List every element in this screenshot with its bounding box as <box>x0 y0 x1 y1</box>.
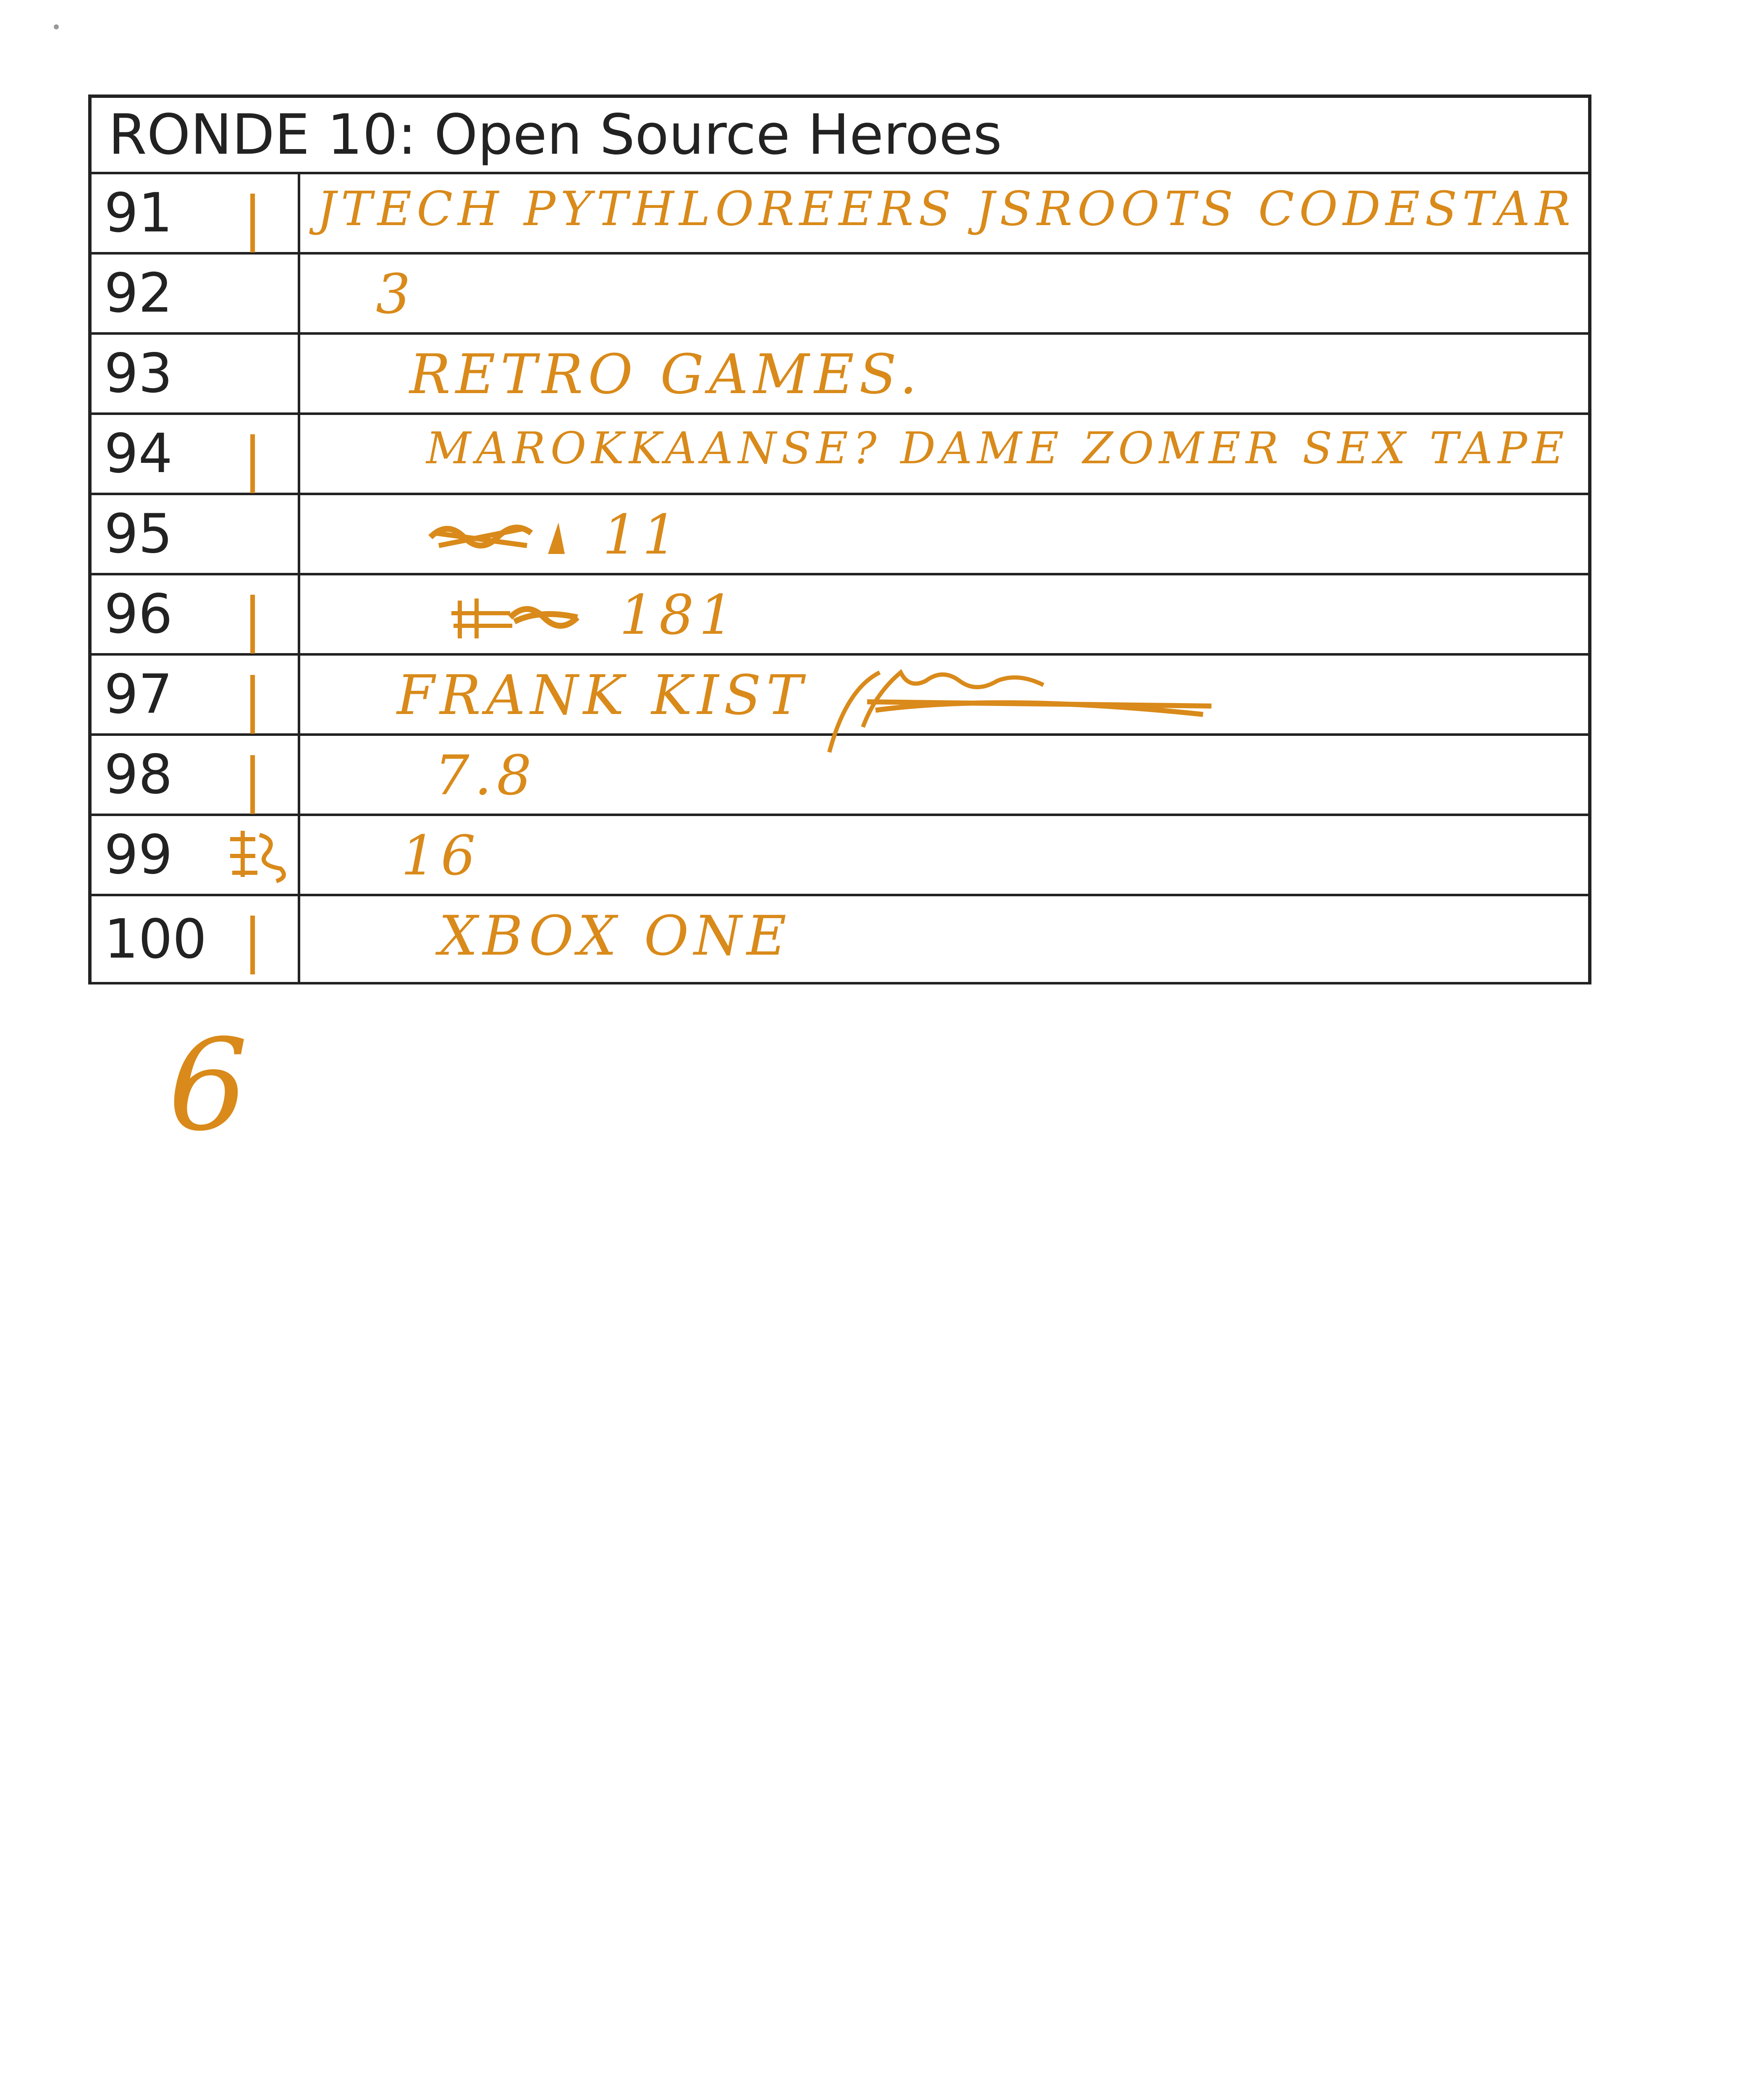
crossed-out-scribble <box>451 592 586 643</box>
answer-cell <box>300 495 1588 573</box>
question-row <box>88 335 1591 415</box>
question-number-cell <box>92 495 300 573</box>
handwritten-answer: RETRO GAMES. <box>409 342 922 406</box>
answer-cell <box>300 174 1588 252</box>
question-number: 98 <box>104 743 173 806</box>
answer-cell <box>300 335 1588 412</box>
handwritten-answer: 7.8 <box>435 743 537 807</box>
paper-speck <box>52 23 60 31</box>
handwritten-answer: XBOX ONE <box>439 904 792 968</box>
question-number: 93 <box>104 342 173 405</box>
answer-cell <box>300 255 1588 332</box>
question-number: 97 <box>104 663 173 726</box>
score-mark: | <box>243 906 263 975</box>
question-number-cell <box>92 816 300 894</box>
handwritten-answer: 11 <box>603 503 682 567</box>
question-row <box>88 736 1591 816</box>
score-mark: | <box>243 184 263 253</box>
answer-cell <box>300 575 1588 653</box>
score-mark: | <box>243 585 263 654</box>
answer-cell <box>300 816 1588 894</box>
score-mark: | <box>243 746 263 814</box>
question-row <box>88 415 1591 495</box>
question-number: 92 <box>104 262 173 325</box>
answer-cell <box>300 656 1588 733</box>
round-total-score: 6 <box>168 1012 248 1159</box>
question-number-cell <box>92 896 300 982</box>
question-number: 94 <box>104 423 173 485</box>
answer-cell <box>300 896 1588 982</box>
question-row <box>88 255 1591 335</box>
question-row <box>88 896 1591 984</box>
question-row <box>88 575 1591 656</box>
question-number-cell <box>92 335 300 412</box>
question-row <box>88 656 1591 736</box>
crossed-out-scribble <box>426 512 577 562</box>
question-number-cell <box>92 255 300 332</box>
question-number: 96 <box>104 583 173 646</box>
question-number-cell <box>92 736 300 814</box>
score-mark: | <box>243 425 263 494</box>
handwritten-answer: 181 <box>619 583 739 647</box>
answer-cell <box>300 415 1588 493</box>
answer-sheet <box>88 94 1591 984</box>
handwritten-answer: JTECH PYTHLOREERS JSROOTS CODESTAR <box>317 182 1575 236</box>
question-number: 99 <box>104 824 173 886</box>
question-number: 100 <box>104 908 207 971</box>
round-title: RONDE 10: Open Source Heroes <box>108 102 1002 167</box>
question-number-cell <box>92 656 300 733</box>
handwritten-answer: FRANK KIST <box>397 663 808 727</box>
handwritten-answer: 3 <box>376 262 416 326</box>
question-number-cell <box>92 575 300 653</box>
scribbled-score-mark <box>226 827 289 885</box>
handwritten-answer: MAROKKAANSE? DAME ZOMER SEX TAPE <box>426 423 1569 474</box>
handwritten-answer: 16 <box>401 824 481 887</box>
round-title-row <box>88 94 1591 174</box>
score-mark: | <box>243 666 263 734</box>
question-number-cell <box>92 415 300 493</box>
question-number: 91 <box>104 182 173 244</box>
answer-cell <box>300 736 1588 814</box>
question-number-cell <box>92 174 300 252</box>
question-row <box>88 816 1591 896</box>
question-row <box>88 174 1591 255</box>
question-row <box>88 495 1591 575</box>
question-number: 95 <box>104 503 173 565</box>
